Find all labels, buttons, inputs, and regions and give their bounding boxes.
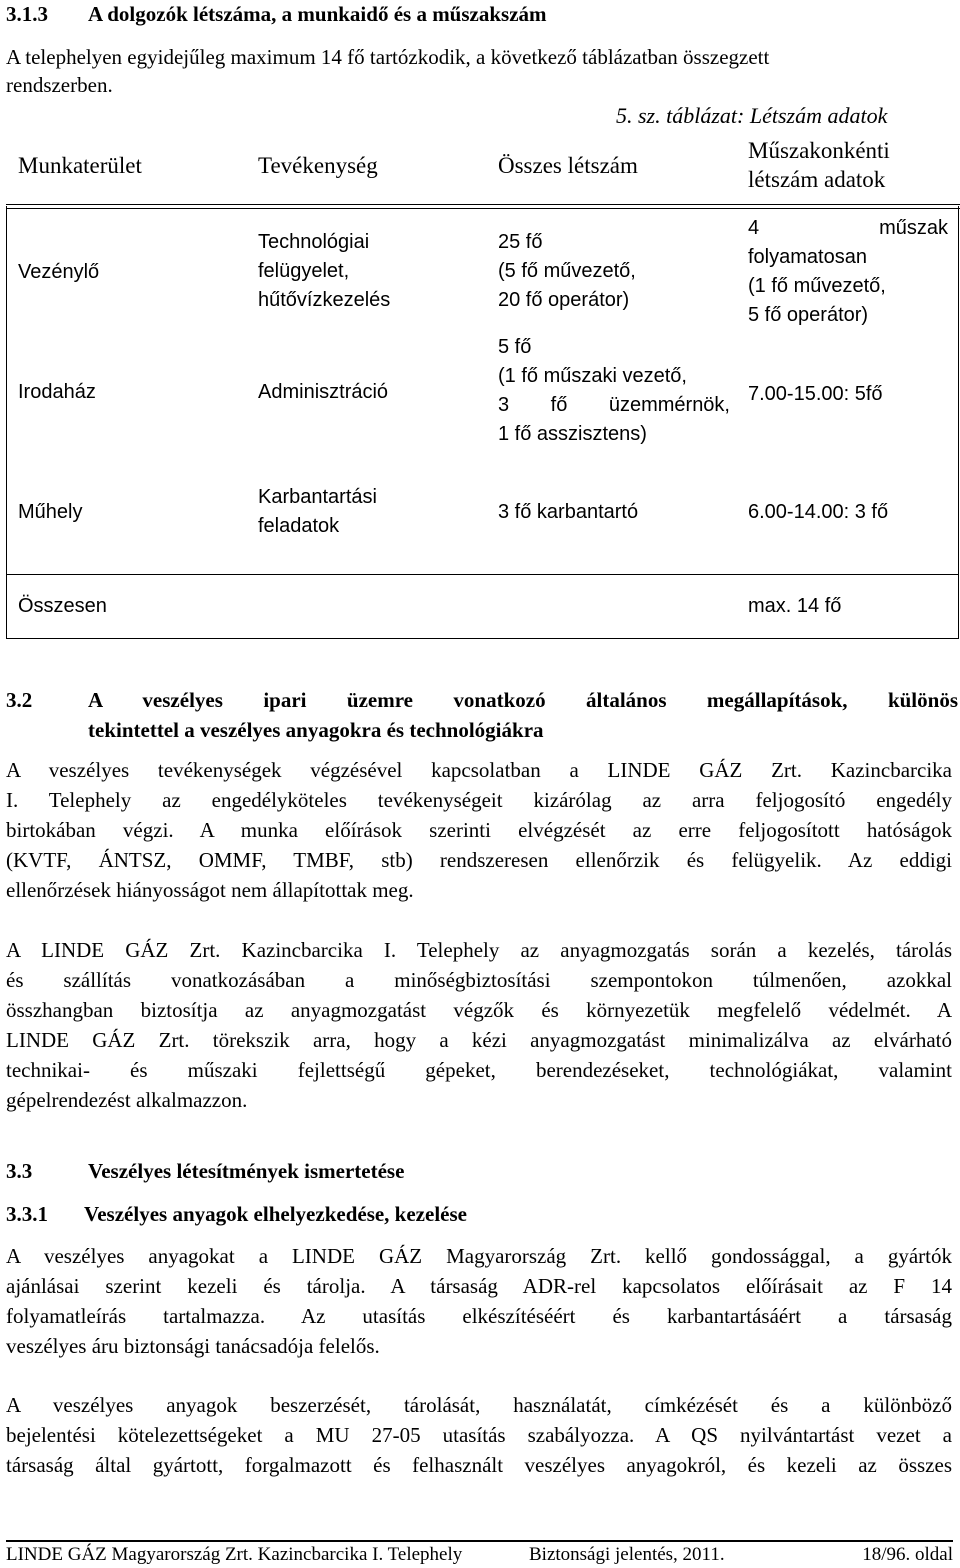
paragraph-line: veszélyes áru biztonsági tanácsadója felelős.	[6, 1334, 380, 1358]
row2-total	[498, 333, 730, 449]
footer-document: Biztonsági jelentés, 2011.	[529, 1544, 725, 1565]
row2-shift: 7.00-15.00: 5fő	[748, 383, 883, 405]
cell-line: (1 fő művezető,	[748, 275, 886, 297]
table-rule	[6, 208, 960, 209]
header-activity: Tevékenység	[258, 153, 378, 178]
cell-line: 5 fő	[498, 336, 532, 358]
cell-line: folyamatosan	[748, 246, 867, 268]
paragraph-line: A veszélyes tevékenységek végzésével kapcsolatban a LINDE GÁZ Zrt. Kazincbarcika	[6, 758, 952, 782]
paragraph-line: A veszélyes anyagok beszerzését, tárolását, használatát, címkézését és a különböző	[6, 1393, 952, 1417]
section-title: A dolgozók létszáma, a munkaidő és a műszakszám	[88, 2, 547, 26]
row3-activity	[258, 483, 377, 541]
paragraph-line: bejelentési kötelezettségeket a MU 27-05 utasítás szabályozza. A QS nyilvántartást vezet a	[6, 1423, 952, 1447]
cell-line: felügyelet,	[258, 260, 350, 282]
section-33-heading	[6, 1158, 405, 1184]
paragraph-line: ajánlásai szerint kezeli és tárolja. A társaság ADR-rel kapcsolatos előírásait az F 14	[6, 1274, 952, 1298]
row1-shift	[748, 214, 948, 330]
cell-line: 3 fő üzemmérnök,	[498, 394, 730, 416]
cell-line: 20 fő operátor)	[498, 289, 630, 311]
paragraph	[6, 1241, 952, 1361]
intro-paragraph	[6, 43, 769, 99]
row4-area: Összesen	[18, 595, 107, 617]
table-rule	[6, 574, 959, 575]
section-title: Veszélyes anyagok elhelyezkedése, kezelése	[84, 1202, 467, 1226]
cell-line: 1 fő asszisztens)	[498, 423, 647, 445]
paragraph-line: ellenőrzések hiányosságot nem állapítottak meg.	[6, 878, 414, 902]
paragraph-line: (KVTF, ÁNTSZ, OMMF, TMBF, stb) rendszeresen ellenőrzik és felügyelik. Az eddigi	[6, 848, 952, 872]
intro-line: A telephelyen egyidejűleg maximum 14 fő tartózkodik, a következő táblázatban összegzett	[6, 45, 770, 69]
table-rule	[6, 638, 959, 639]
cell-line: 25 fő	[498, 231, 543, 253]
cell-line: Technológiai	[258, 231, 370, 253]
paragraph-line: technikai- és műszaki fejlettségű gépeket, berendezéseket, technológiákat, valamint	[6, 1058, 952, 1082]
row1-total	[498, 228, 636, 315]
paragraph-line: A LINDE GÁZ Zrt. Kazincbarcika I. Telephely az anyagmozgatás során a kezelés, tárolás	[6, 938, 952, 962]
row1-area: Vezénylő	[18, 261, 100, 283]
paragraph-line: folyamatleírás tartalmazza. Az utasítás elkészítéséért és karbantartásáért a társaság	[6, 1304, 952, 1328]
header-total: Összes létszám	[498, 153, 638, 178]
cell-line: 5 fő operátor)	[748, 304, 869, 326]
cell-line: feladatok	[258, 515, 340, 537]
footer-page-number: 18/96. oldal	[862, 1544, 953, 1565]
section-title: tekintettel a veszélyes anyagokra és technológiákra	[88, 718, 544, 742]
row3-shift: 6.00-14.00: 3 fő	[748, 501, 889, 523]
cell-line: Karbantartási	[258, 486, 377, 508]
row2-area: Irodaház	[18, 381, 96, 403]
row4-shift: max. 14 fő	[748, 595, 842, 617]
header-area: Munkaterület	[18, 153, 142, 178]
section-title: Veszélyes létesítmények ismertetése	[88, 1159, 405, 1183]
table-rule	[6, 204, 960, 205]
section-title: A veszélyes ipari üzemre vonatkozó általános megállapítások, különös	[88, 688, 958, 712]
paragraph-line: A veszélyes anyagokat a LINDE GÁZ Magyarország Zrt. kellő gondossággal, a gyártók	[6, 1244, 952, 1268]
row3-area: Műhely	[18, 501, 83, 523]
row2-activity: Adminisztráció	[258, 381, 389, 403]
table-caption: 5. sz. táblázat: Létszám adatok	[616, 103, 888, 128]
paragraph-line: társaság által gyártott, forgalmazott és felhasznált veszélyes anyagokról, és kezeli az összes	[6, 1453, 952, 1477]
paragraph	[6, 755, 952, 905]
footer-rule	[6, 1540, 953, 1542]
section-number: 3.3.1	[6, 1202, 48, 1226]
cell-line: 4 műszak	[748, 217, 948, 239]
paragraph	[6, 1390, 952, 1480]
paragraph-line: birtokában végzi. A munka előírások szerinti elvégzését az erre feljogosított hatóságok	[6, 818, 952, 842]
paragraph-line: I. Telephely az engedélyköteles tevékenységeit kizárólag az arra feljogosító engedély	[6, 788, 952, 812]
paragraph-line: összhangban biztosítja az anyagmozgatást végzők és környezetük megfelelő védelmét. A	[6, 998, 952, 1022]
section-number: 3.3	[6, 1159, 33, 1183]
cell-line: hűtővízkezelés	[258, 289, 391, 311]
section-number: 3.2	[6, 688, 33, 712]
section-313-heading	[6, 1, 547, 27]
section-331-heading	[6, 1201, 467, 1227]
cell-line: (1 fő műszaki vezető,	[498, 365, 687, 387]
header-shift	[748, 136, 890, 194]
paragraph-line: és szállítás vonatkozásában a minőségbiztosítási szempontokon túlmenően, azokkal	[6, 968, 952, 992]
header-shift-line: Műszakonkénti	[748, 138, 890, 163]
footer-company: LINDE GÁZ Magyarország Zrt. Kazincbarcika I. Telephely	[6, 1544, 463, 1565]
section-32-heading	[6, 687, 958, 742]
paragraph	[6, 935, 952, 1115]
row3-total: 3 fő karbantartó	[498, 501, 639, 523]
intro-line: rendszerben.	[6, 73, 113, 97]
header-shift-line: létszám adatok	[748, 167, 886, 192]
cell-line: (5 fő művezető,	[498, 260, 636, 282]
paragraph-line: gépelrendezést alkalmazzon.	[6, 1088, 248, 1112]
row1-activity	[258, 228, 390, 315]
section-number: 3.1.3	[6, 2, 48, 26]
paragraph-line: LINDE GÁZ Zrt. törekszik arra, hogy a kézi anyagmozgatást minimalizálva az elvárható	[6, 1028, 952, 1052]
